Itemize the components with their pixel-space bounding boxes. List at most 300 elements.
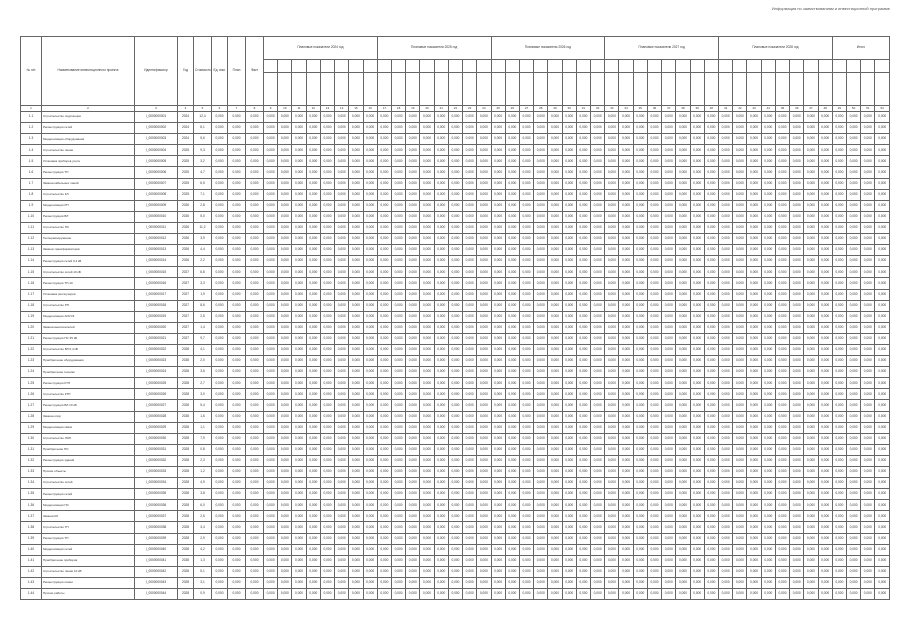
row-value: 0,000 (576, 112, 590, 123)
row-value: 0,000 (647, 555, 661, 566)
row-value: 0,000 (491, 400, 505, 411)
header-sub-cell (491, 73, 505, 106)
row-value: 0,000 (434, 156, 448, 167)
row-value: 0,000 (264, 400, 278, 411)
row-value: 0,000 (690, 300, 704, 311)
row-value: 0,000 (676, 222, 690, 233)
row-value: 0,000 (534, 289, 548, 300)
row-value: 0,000 (246, 411, 264, 422)
table-row (21, 145, 890, 156)
row-value: 0,000 (619, 589, 633, 600)
row-value: 0,000 (647, 267, 661, 278)
row-value: 0,000 (690, 222, 704, 233)
row-number: 1.39 (21, 533, 42, 544)
row-value: 0,000 (775, 444, 789, 455)
row-value: 0,000 (605, 511, 619, 522)
row-value: 0,000 (861, 489, 875, 500)
row-value: 0,000 (704, 433, 718, 444)
row-value: 0,000 (846, 400, 860, 411)
row-value: 0,000 (846, 178, 860, 189)
row-value: 0,000 (246, 222, 264, 233)
row-value: 0,000 (434, 278, 448, 289)
row-value: 0,000 (662, 555, 676, 566)
row-value: 0,000 (463, 589, 477, 600)
row-value: 0,000 (633, 134, 647, 145)
row-value: 0,000 (349, 577, 363, 588)
row-value: 0,000 (747, 522, 761, 533)
row-value: 0,000 (790, 522, 804, 533)
row-value: 0,000 (228, 522, 246, 533)
row-value: 0,000 (576, 178, 590, 189)
row-value: 0,000 (733, 522, 747, 533)
row-value: 0,000 (363, 422, 377, 433)
row-value: 0,000 (391, 200, 405, 211)
row-value: 0,000 (519, 311, 533, 322)
row-value: 0,000 (534, 533, 548, 544)
row-value: 0,000 (562, 489, 576, 500)
row-value: 0,000 (548, 555, 562, 566)
row-value: 0,000 (662, 256, 676, 267)
row-cost: 2,7 (194, 378, 212, 389)
row-name: Строительство линии 10 кВ (42, 566, 135, 577)
row-value: 0,000 (875, 478, 890, 489)
row-value: 0,000 (363, 544, 377, 555)
row-value: 0,000 (775, 322, 789, 333)
row-value: 0,000 (212, 522, 228, 533)
row-value: 0,000 (591, 333, 605, 344)
row-value: 0,000 (875, 522, 890, 533)
column-number: 18 (391, 106, 405, 112)
row-value: 0,000 (647, 333, 661, 344)
row-identifier: I_0000000043 (135, 577, 178, 588)
row-value: 0,000 (448, 311, 462, 322)
row-value: 0,000 (548, 167, 562, 178)
row-value: 0,000 (832, 433, 846, 444)
row-value: 0,000 (320, 467, 334, 478)
row-value: 0,000 (719, 300, 733, 311)
row-value: 0,000 (278, 189, 292, 200)
row-value: 0,000 (846, 145, 860, 156)
row-value: 0,000 (306, 467, 320, 478)
row-cost: 4,7 (194, 167, 212, 178)
row-value: 0,000 (619, 367, 633, 378)
table-row (21, 344, 890, 355)
row-value: 0,000 (212, 400, 228, 411)
row-value: 0,000 (861, 222, 875, 233)
row-value: 0,000 (212, 256, 228, 267)
row-value: 0,000 (704, 300, 718, 311)
column-number: 49 (832, 106, 846, 112)
row-value: 0,000 (576, 123, 590, 134)
row-identifier: I_0000000013 (135, 245, 178, 256)
row-value: 0,000 (818, 478, 832, 489)
row-value: 0,000 (562, 211, 576, 222)
row-value: 0,000 (719, 589, 733, 600)
header-mid-cell (306, 60, 320, 73)
row-value: 0,000 (391, 478, 405, 489)
row-identifier: I_0000000011 (135, 222, 178, 233)
row-value: 0,000 (647, 489, 661, 500)
row-value: 0,000 (576, 533, 590, 544)
row-value: 0,000 (477, 134, 491, 145)
row-value: 0,000 (804, 544, 818, 555)
row-value: 0,000 (619, 400, 633, 411)
row-value: 0,000 (212, 422, 228, 433)
row-value: 0,000 (562, 500, 576, 511)
row-value: 0,000 (605, 467, 619, 478)
row-value: 0,000 (846, 500, 860, 511)
row-value: 0,000 (875, 311, 890, 322)
row-value: 0,000 (719, 522, 733, 533)
row-value: 0,000 (519, 433, 533, 444)
row-value: 0,000 (406, 511, 420, 522)
header-unit: Ед. изм. (212, 37, 228, 106)
row-value: 0,000 (719, 411, 733, 422)
row-value: 0,000 (292, 356, 306, 367)
row-value: 0,000 (719, 467, 733, 478)
row-value: 0,000 (719, 189, 733, 200)
row-value: 0,000 (619, 245, 633, 256)
row-number: 1.34 (21, 478, 42, 489)
row-value: 0,000 (875, 222, 890, 233)
row-value: 0,000 (875, 433, 890, 444)
row-value: 0,000 (676, 533, 690, 544)
row-value: 0,000 (477, 422, 491, 433)
row-value: 0,000 (505, 245, 519, 256)
row-value: 0,000 (278, 422, 292, 433)
row-value: 0,000 (228, 145, 246, 156)
row-value: 0,000 (264, 278, 278, 289)
row-value: 0,000 (747, 400, 761, 411)
row-value: 0,000 (846, 311, 860, 322)
row-value: 0,000 (534, 234, 548, 245)
row-value: 0,000 (212, 211, 228, 222)
row-value: 0,000 (576, 566, 590, 577)
row-value: 0,000 (491, 389, 505, 400)
row-value: 0,000 (591, 178, 605, 189)
row-value: 0,000 (264, 555, 278, 566)
row-value: 0,000 (662, 267, 676, 278)
row-name: Прочие работы (42, 589, 135, 600)
row-value: 0,000 (676, 577, 690, 588)
row-value: 0,000 (477, 478, 491, 489)
column-number: 27 (519, 106, 533, 112)
row-value: 0,000 (790, 389, 804, 400)
row-year: 2024 (178, 123, 194, 134)
row-value: 0,000 (306, 322, 320, 333)
row-value: 0,000 (704, 145, 718, 156)
row-value: 0,000 (377, 123, 391, 134)
row-year: 2028 (178, 544, 194, 555)
header-mid-cell (818, 60, 832, 73)
row-value: 0,000 (576, 245, 590, 256)
row-value: 0,000 (363, 378, 377, 389)
header-mid-cell (647, 60, 661, 73)
row-year: 2028 (178, 533, 194, 544)
row-name: Установка приборов учета (42, 156, 135, 167)
row-value: 0,000 (633, 333, 647, 344)
row-value: 0,000 (491, 200, 505, 211)
row-value: 0,000 (519, 411, 533, 422)
row-value: 0,000 (875, 278, 890, 289)
table-row (21, 333, 890, 344)
row-value: 0,000 (790, 200, 804, 211)
row-value: 0,000 (420, 200, 434, 211)
row-value: 0,000 (647, 311, 661, 322)
row-value: 0,000 (505, 222, 519, 233)
row-value: 0,000 (633, 211, 647, 222)
row-value: 0,000 (246, 245, 264, 256)
row-value: 0,000 (562, 389, 576, 400)
row-cost: 1,6 (194, 411, 212, 422)
row-value: 0,000 (363, 555, 377, 566)
row-value: 0,000 (662, 234, 676, 245)
header-mid-cell (662, 60, 676, 73)
row-value: 0,000 (391, 589, 405, 600)
row-value: 0,000 (505, 112, 519, 123)
row-value: 0,000 (278, 211, 292, 222)
row-value: 0,000 (391, 389, 405, 400)
row-value: 0,000 (306, 511, 320, 522)
row-value: 0,000 (534, 211, 548, 222)
row-value: 0,000 (505, 167, 519, 178)
row-value: 0,000 (335, 389, 349, 400)
row-value: 0,000 (420, 478, 434, 489)
row-value: 0,000 (733, 245, 747, 256)
row-value: 0,000 (212, 333, 228, 344)
row-value: 0,000 (292, 267, 306, 278)
row-value: 0,000 (228, 189, 246, 200)
row-value: 0,000 (804, 489, 818, 500)
row-value: 0,000 (676, 433, 690, 444)
header-sub-cell (406, 73, 420, 106)
row-value: 0,000 (548, 267, 562, 278)
row-year: 2027 (178, 278, 194, 289)
row-value: 0,000 (278, 367, 292, 378)
row-value: 0,000 (306, 478, 320, 489)
row-value: 0,000 (292, 222, 306, 233)
row-value: 0,000 (591, 544, 605, 555)
row-value: 0,000 (448, 256, 462, 267)
row-value: 0,000 (391, 455, 405, 466)
row-year: 2027 (178, 311, 194, 322)
row-value: 0,000 (246, 200, 264, 211)
row-value: 0,000 (662, 222, 676, 233)
row-value: 0,000 (647, 123, 661, 134)
row-value: 0,000 (448, 200, 462, 211)
row-value: 0,000 (434, 577, 448, 588)
row-value: 0,000 (576, 322, 590, 333)
row-value: 0,000 (306, 433, 320, 444)
row-value: 0,000 (534, 467, 548, 478)
row-value: 0,000 (264, 566, 278, 577)
row-value: 0,000 (562, 455, 576, 466)
row-value: 0,000 (335, 222, 349, 233)
row-value: 0,000 (292, 211, 306, 222)
row-value: 0,000 (534, 367, 548, 378)
row-value: 0,000 (619, 356, 633, 367)
row-value: 0,000 (662, 400, 676, 411)
row-value: 0,000 (619, 211, 633, 222)
row-year: 2028 (178, 455, 194, 466)
row-cost: 2,0 (194, 356, 212, 367)
row-value: 0,000 (477, 455, 491, 466)
row-value: 0,000 (391, 234, 405, 245)
row-value: 0,000 (420, 455, 434, 466)
row-value: 0,000 (349, 500, 363, 511)
row-value: 0,000 (605, 577, 619, 588)
row-value: 0,000 (320, 145, 334, 156)
row-value: 0,000 (719, 544, 733, 555)
row-value: 0,000 (704, 389, 718, 400)
row-value: 0,000 (477, 200, 491, 211)
row-value: 0,000 (832, 389, 846, 400)
row-value: 0,000 (761, 344, 775, 355)
row-value: 0,000 (406, 311, 420, 322)
row-value: 0,000 (448, 145, 462, 156)
row-value: 0,000 (775, 333, 789, 344)
row-value: 0,000 (846, 322, 860, 333)
row-value: 0,000 (647, 112, 661, 123)
row-value: 0,000 (775, 211, 789, 222)
row-value: 0,000 (212, 134, 228, 145)
row-value: 0,000 (548, 123, 562, 134)
row-value: 0,000 (477, 344, 491, 355)
row-value: 0,000 (519, 467, 533, 478)
row-value: 0,000 (246, 589, 264, 600)
row-value: 0,000 (463, 344, 477, 355)
row-value: 0,000 (491, 444, 505, 455)
row-name: Реконструкция ТП (42, 533, 135, 544)
row-value: 0,000 (846, 444, 860, 455)
row-value: 0,000 (349, 378, 363, 389)
row-value: 0,000 (846, 589, 860, 600)
row-number: 1.33 (21, 467, 42, 478)
row-value: 0,000 (335, 245, 349, 256)
row-value: 0,000 (349, 400, 363, 411)
row-value: 0,000 (448, 500, 462, 511)
row-value: 0,000 (676, 389, 690, 400)
row-value: 0,000 (832, 522, 846, 533)
row-identifier: I_0000000026 (135, 389, 178, 400)
row-value: 0,000 (633, 400, 647, 411)
row-value: 0,000 (406, 134, 420, 145)
row-value: 0,000 (875, 389, 890, 400)
row-value: 0,000 (212, 112, 228, 123)
row-value: 0,000 (591, 566, 605, 577)
row-name: Реконструкция КТП (42, 378, 135, 389)
row-value: 0,000 (463, 444, 477, 455)
row-value: 0,000 (505, 500, 519, 511)
row-value: 0,000 (818, 333, 832, 344)
row-value: 0,000 (491, 300, 505, 311)
column-number: 26 (505, 106, 519, 112)
row-value: 0,000 (363, 500, 377, 511)
header-mid-cell (761, 60, 775, 73)
column-number: 37 (662, 106, 676, 112)
row-value: 0,000 (747, 433, 761, 444)
row-value: 0,000 (463, 134, 477, 145)
row-value: 0,000 (846, 134, 860, 145)
row-value: 0,000 (647, 577, 661, 588)
row-value: 0,000 (761, 455, 775, 466)
row-value: 0,000 (591, 134, 605, 145)
row-value: 0,000 (491, 522, 505, 533)
row-value: 0,000 (605, 200, 619, 211)
row-value: 0,000 (875, 134, 890, 145)
row-value: 0,000 (463, 156, 477, 167)
row-value: 0,000 (391, 566, 405, 577)
header-sub-cell (775, 73, 789, 106)
row-value: 0,000 (761, 478, 775, 489)
row-value: 0,000 (505, 455, 519, 466)
row-value: 0,000 (733, 544, 747, 555)
row-value: 0,000 (761, 433, 775, 444)
row-value: 0,000 (349, 589, 363, 600)
row-value: 0,000 (676, 178, 690, 189)
row-value: 0,000 (491, 433, 505, 444)
row-value: 0,000 (212, 411, 228, 422)
row-number: 1.21 (21, 333, 42, 344)
row-value: 0,000 (704, 156, 718, 167)
row-value: 0,000 (576, 577, 590, 588)
row-value: 0,000 (747, 489, 761, 500)
row-value: 0,000 (228, 167, 246, 178)
row-value: 0,000 (228, 222, 246, 233)
row-value: 0,000 (633, 344, 647, 355)
table-row (21, 533, 890, 544)
row-value: 0,000 (278, 500, 292, 511)
row-value: 0,000 (733, 189, 747, 200)
row-value: 0,000 (818, 123, 832, 134)
row-value: 0,000 (804, 389, 818, 400)
row-value: 0,000 (246, 533, 264, 544)
row-value: 0,000 (306, 167, 320, 178)
row-value: 0,000 (463, 278, 477, 289)
row-value: 0,000 (704, 112, 718, 123)
row-value: 0,000 (228, 300, 246, 311)
row-value: 0,000 (448, 444, 462, 455)
row-value: 0,000 (818, 378, 832, 389)
row-value: 0,000 (377, 433, 391, 444)
row-value: 0,000 (391, 123, 405, 134)
row-value: 0,000 (519, 555, 533, 566)
row-value: 0,000 (562, 222, 576, 233)
row-number: 1.13 (21, 245, 42, 256)
row-value: 0,000 (448, 322, 462, 333)
row-value: 0,000 (377, 444, 391, 455)
row-value: 0,000 (690, 589, 704, 600)
row-value: 0,000 (377, 300, 391, 311)
row-value: 0,000 (349, 511, 363, 522)
row-value: 0,000 (619, 522, 633, 533)
row-value: 0,000 (704, 400, 718, 411)
table-caption: Информация по заимствованиям и инвестиционной программе (771, 6, 890, 11)
row-value: 0,000 (790, 489, 804, 500)
row-value: 0,000 (719, 178, 733, 189)
row-value: 0,000 (790, 378, 804, 389)
header-mid-cell (292, 60, 306, 73)
row-value: 0,000 (605, 522, 619, 533)
row-value: 0,000 (377, 256, 391, 267)
row-value: 0,000 (846, 433, 860, 444)
row-identifier: I_0000000025 (135, 378, 178, 389)
row-year: 2026 (178, 245, 194, 256)
row-value: 0,000 (292, 245, 306, 256)
row-value: 0,000 (576, 311, 590, 322)
row-value: 0,000 (534, 300, 548, 311)
row-value: 0,000 (519, 378, 533, 389)
